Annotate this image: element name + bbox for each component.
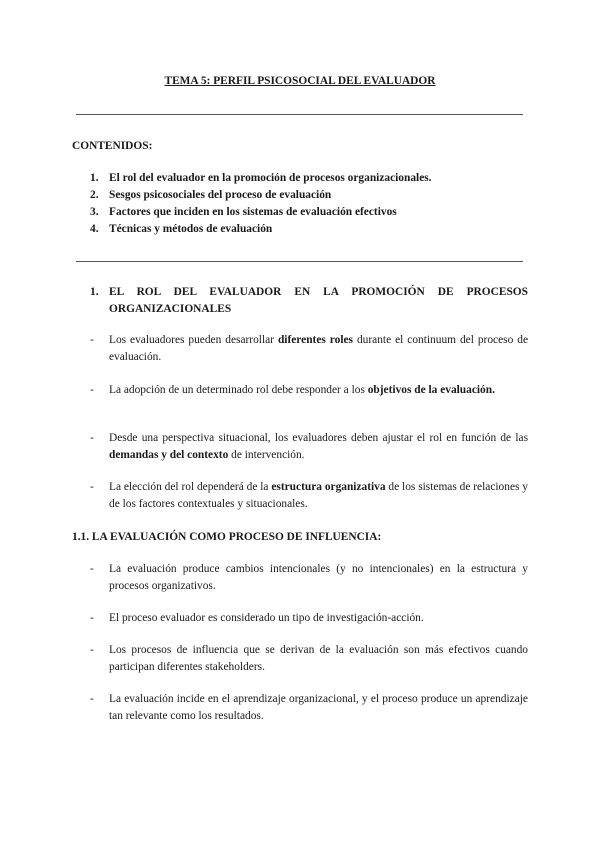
contents-label: CONTENIDOS:: [72, 140, 153, 152]
section-heading: [90, 284, 528, 318]
bullet-dash: -: [90, 384, 94, 396]
divider: [76, 261, 523, 262]
divider: [76, 114, 523, 115]
bullet-dash: -: [90, 334, 94, 346]
bullet-dash: -: [90, 612, 94, 624]
toc-text: El rol del evaluador en la promoción de procesos organizacionales.: [109, 172, 432, 184]
bullet-dash: -: [90, 563, 94, 575]
bullet-dash: -: [90, 693, 94, 705]
list-item: [90, 691, 528, 725]
toc-number: 2.: [90, 189, 99, 201]
page-title: TEMA 5: PERFIL PSICOSOCIAL DEL EVALUADOR: [164, 75, 436, 87]
bullet-dash: -: [90, 432, 94, 444]
toc-text: Sesgos psicosociales del proceso de evaluación: [109, 189, 332, 201]
list-item: [90, 479, 528, 513]
list-item: [90, 561, 528, 595]
toc-item: [90, 204, 530, 221]
list-item: [90, 332, 528, 366]
toc-item: [90, 221, 530, 238]
list-item-text: La evaluación produce cambios intencionales (y no intencionales) en la estructura y procesos organizativos.: [109, 563, 528, 592]
list-item-text: El proceso evaluador es considerado un tipo de investigación-acción.: [109, 612, 424, 624]
bullet-dash: -: [90, 644, 94, 656]
toc-number: 1.: [90, 172, 99, 184]
list-item: [90, 382, 528, 399]
toc-text: Factores que inciden en los sistemas de evaluación efectivos: [109, 206, 397, 218]
list-item-text: Los evaluadores pueden desarrollar diferentes roles durante el continuum del proceso de evaluación.: [109, 334, 528, 363]
list-item-text: La adopción de un determinado rol debe responder a los objetivos de la evaluación.: [109, 384, 495, 396]
bullet-dash: -: [90, 481, 94, 493]
list-item-text: Desde una perspectiva situacional, los evaluadores deben ajustar el rol en función de las demandas y del contexto de intervención.: [109, 432, 528, 461]
toc-item: [90, 170, 530, 187]
toc-item: [90, 187, 530, 204]
list-item-text: La evaluación incide en el aprendizaje organizacional, y el proceso produce un aprendizaje tan relevante como los resultados.: [109, 693, 528, 722]
toc-number: 3.: [90, 206, 99, 218]
toc-text: Técnicas y métodos de evaluación: [109, 223, 273, 235]
section-title: EL ROL DEL EVALUADOR EN LA PROMOCIÓN DE PROCESOS ORGANIZACIONALES: [109, 286, 528, 315]
list-item: [90, 642, 528, 676]
list-item-text: Los procesos de influencia que se derivan de la evaluación son más efectivos cuando participan diferentes stakeholders.: [109, 644, 528, 673]
toc-number: 4.: [90, 223, 99, 235]
list-item-text: La elección del rol dependerá de la estructura organizativa de los sistemas de relaciones y de los factores contextuales y situacionales.: [109, 481, 528, 510]
list-item: [90, 610, 528, 627]
subsection-heading: 1.1. LA EVALUACIÓN COMO PROCESO DE INFLUENCIA:: [72, 531, 382, 543]
table-of-contents: [90, 170, 530, 238]
list-item: [90, 430, 528, 464]
section-number: 1.: [90, 286, 99, 298]
